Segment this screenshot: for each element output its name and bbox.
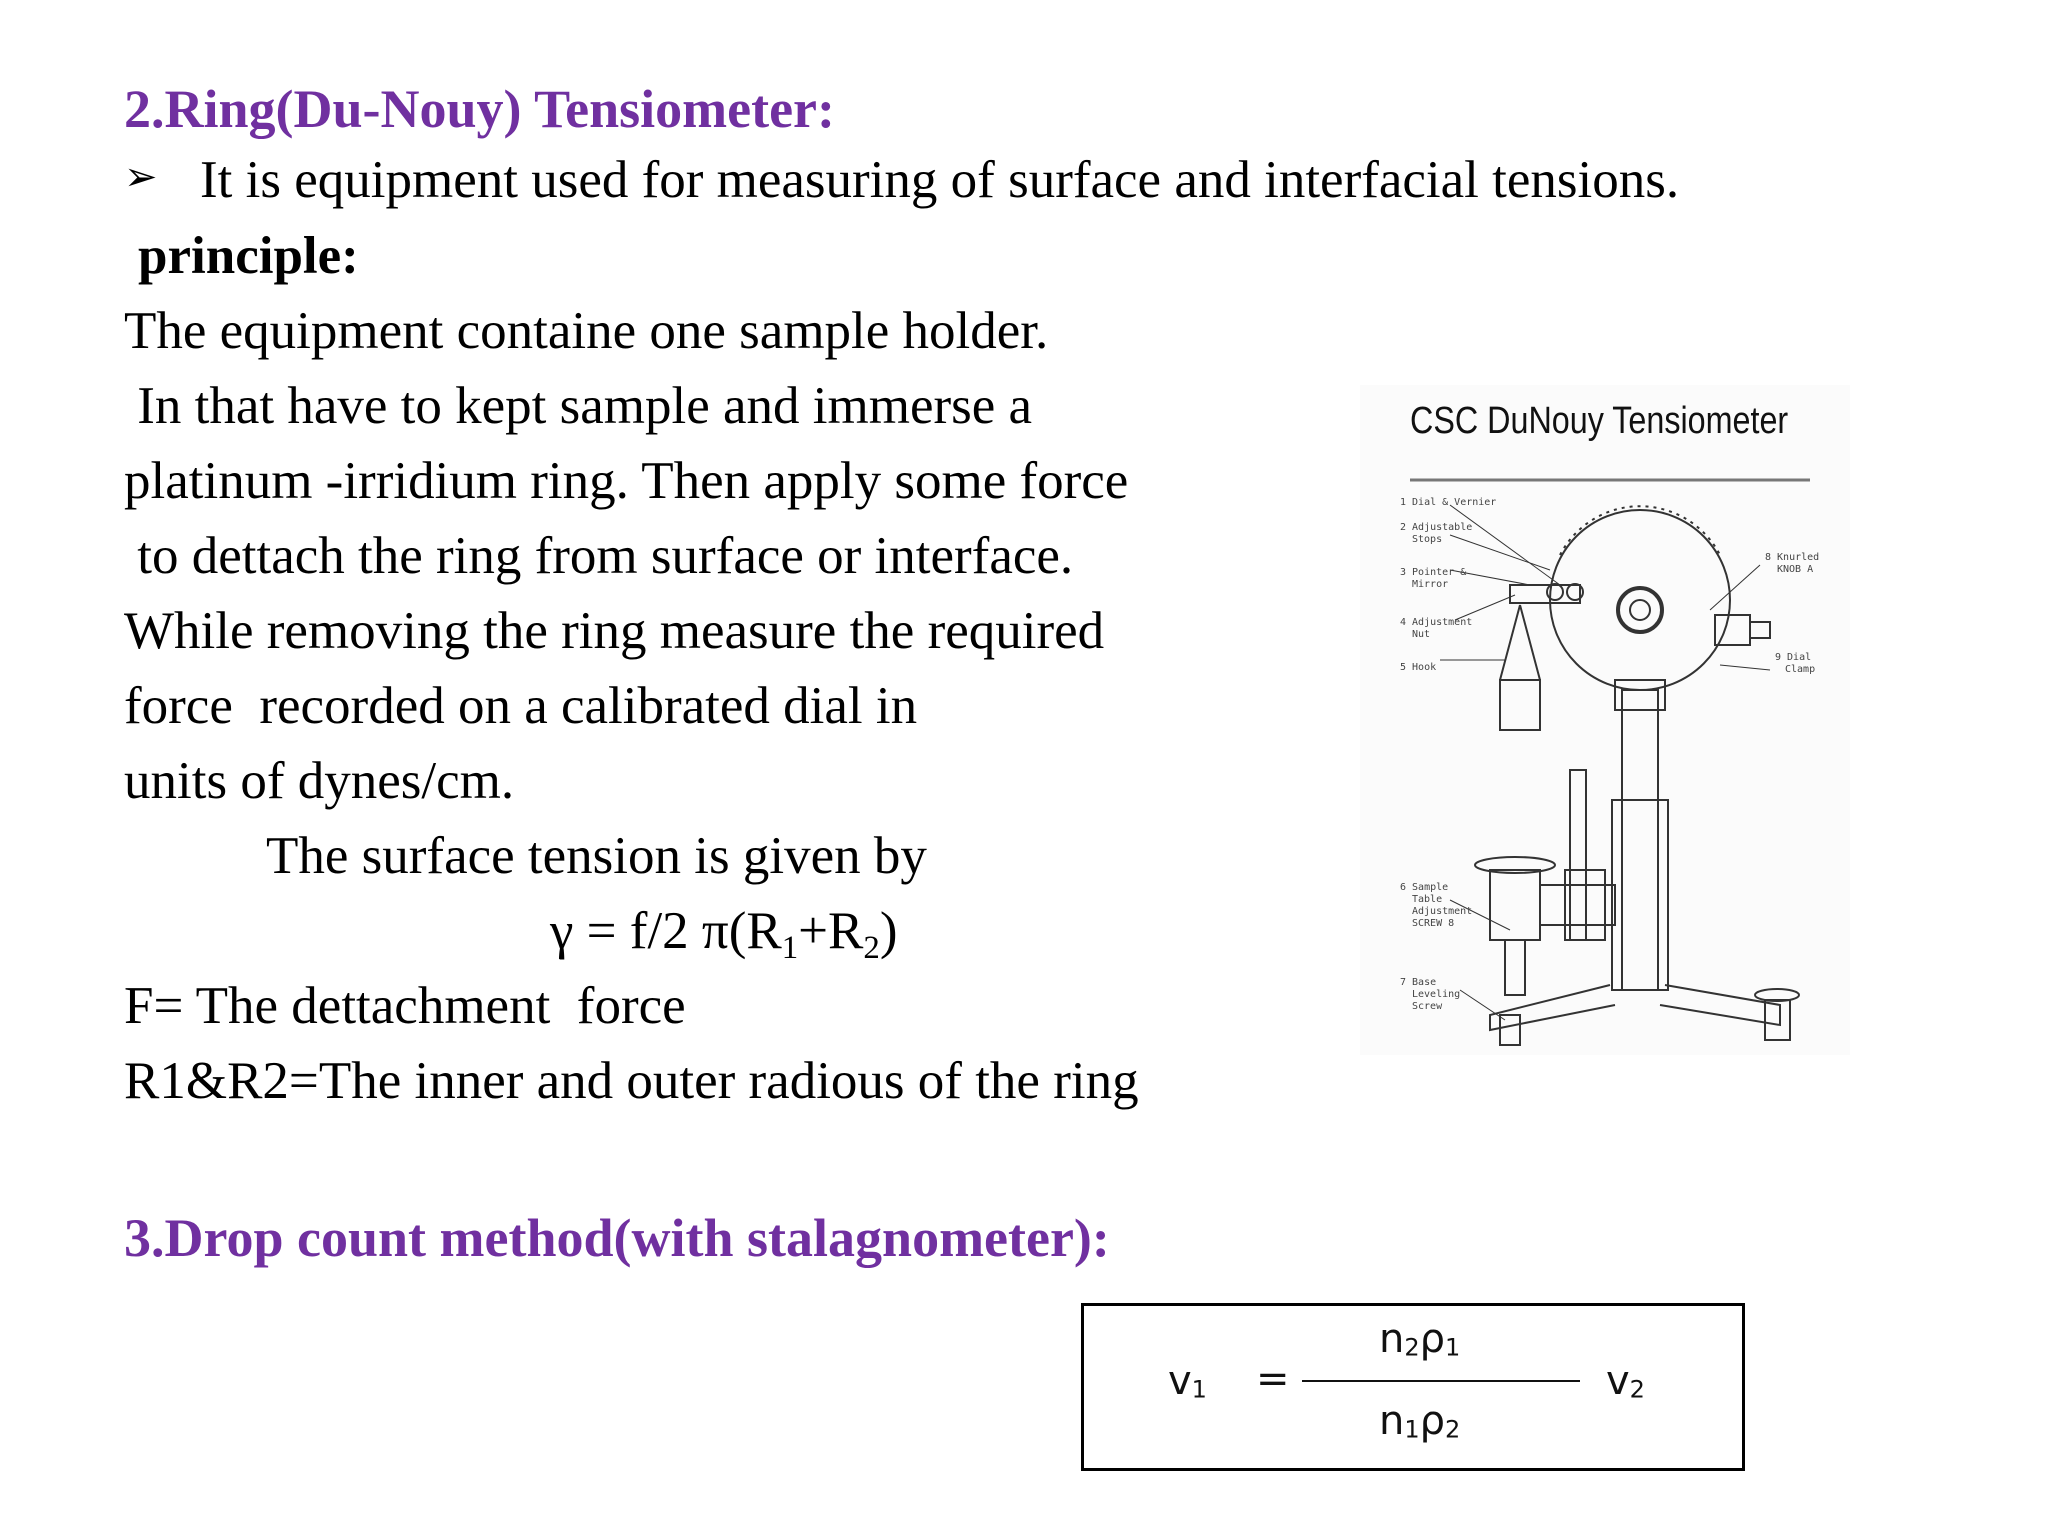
- formula-close: ): [879, 902, 898, 960]
- figure-label: Clamp: [1785, 664, 1816, 675]
- figure-label: 1 Dial & Vernier: [1400, 497, 1497, 508]
- figure-label: 4 Adjustment: [1400, 617, 1473, 628]
- definition-f: F= The dettachment force: [124, 977, 686, 1035]
- principle-label: principle:: [138, 227, 359, 285]
- formula-rhs: $v_2$: [1606, 1358, 1645, 1404]
- figure-label: Mirror: [1412, 579, 1449, 590]
- figure-label: Stops: [1412, 534, 1443, 545]
- drop-count-heading: 3.Drop count method(with stalagnometer):: [124, 1208, 1110, 1268]
- bullet-marker: ➢: [124, 154, 158, 200]
- tensiometer-drawing: [1360, 460, 1850, 1055]
- body-line: While removing the ring measure the required: [124, 602, 1105, 660]
- figure-label: 3 Pointer &: [1400, 567, 1467, 578]
- bullet-text: It is equipment used for measuring of surface and interfacial tensions.: [200, 151, 1680, 209]
- figure-label: KNOB A: [1777, 564, 1814, 575]
- formula-plus: +R: [798, 902, 864, 960]
- body-line: to dettach the ring from surface or interface.: [124, 527, 1074, 585]
- figure-label: 5 Hook: [1400, 662, 1437, 673]
- body-line: units of dynes/cm.: [124, 752, 515, 810]
- fraction-bar: [1302, 1380, 1580, 1382]
- formula-equals: =: [1256, 1356, 1290, 1402]
- figure-label: Adjustment: [1412, 906, 1473, 917]
- drop-count-formula-box: [1081, 1303, 1745, 1471]
- figure-label: 6 Sample: [1400, 882, 1449, 893]
- formula-lhs: $v_1$: [1168, 1358, 1207, 1404]
- formula-numerator: $n_2\rho_1$: [1379, 1316, 1461, 1362]
- ring-tensiometer-heading: 2.Ring(Du-Nouy) Tensiometer:: [124, 79, 835, 139]
- figure-label: 8 Knurled: [1765, 552, 1820, 563]
- figure-title: CSC DuNouy Tensiometer: [1410, 400, 1789, 442]
- formula-sub-1: 1: [781, 929, 799, 966]
- definition-r: R1&R2=The inner and outer radious of the ring: [124, 1052, 1139, 1110]
- body-line: In that have to kept sample and immerse a: [124, 377, 1033, 435]
- formula-denominator: $n_1\rho_2$: [1379, 1398, 1461, 1444]
- body-line: platinum -irridium ring. Then apply some force: [124, 452, 1129, 510]
- figure-label: Nut: [1412, 629, 1431, 640]
- body-line: The surface tension is given by: [266, 827, 927, 885]
- body-line: The equipment containe one sample holder.: [124, 302, 1049, 360]
- surface-tension-formula: [550, 901, 898, 966]
- figure-label: 2 Adjustable: [1400, 522, 1473, 533]
- figure-label: 9 Dial: [1775, 652, 1812, 663]
- formula-sub-2: 2: [863, 929, 880, 966]
- formula-lhs: γ = f/2 π(R: [550, 902, 782, 960]
- body-line: force recorded on a calibrated dial in: [124, 677, 918, 735]
- figure-label: SCREW 8: [1412, 918, 1455, 929]
- figure-label: 7 Base: [1400, 977, 1437, 988]
- figure-label: Table: [1412, 894, 1443, 905]
- figure-label: Screw: [1412, 1001, 1443, 1012]
- figure-label: Leveling: [1412, 989, 1461, 1000]
